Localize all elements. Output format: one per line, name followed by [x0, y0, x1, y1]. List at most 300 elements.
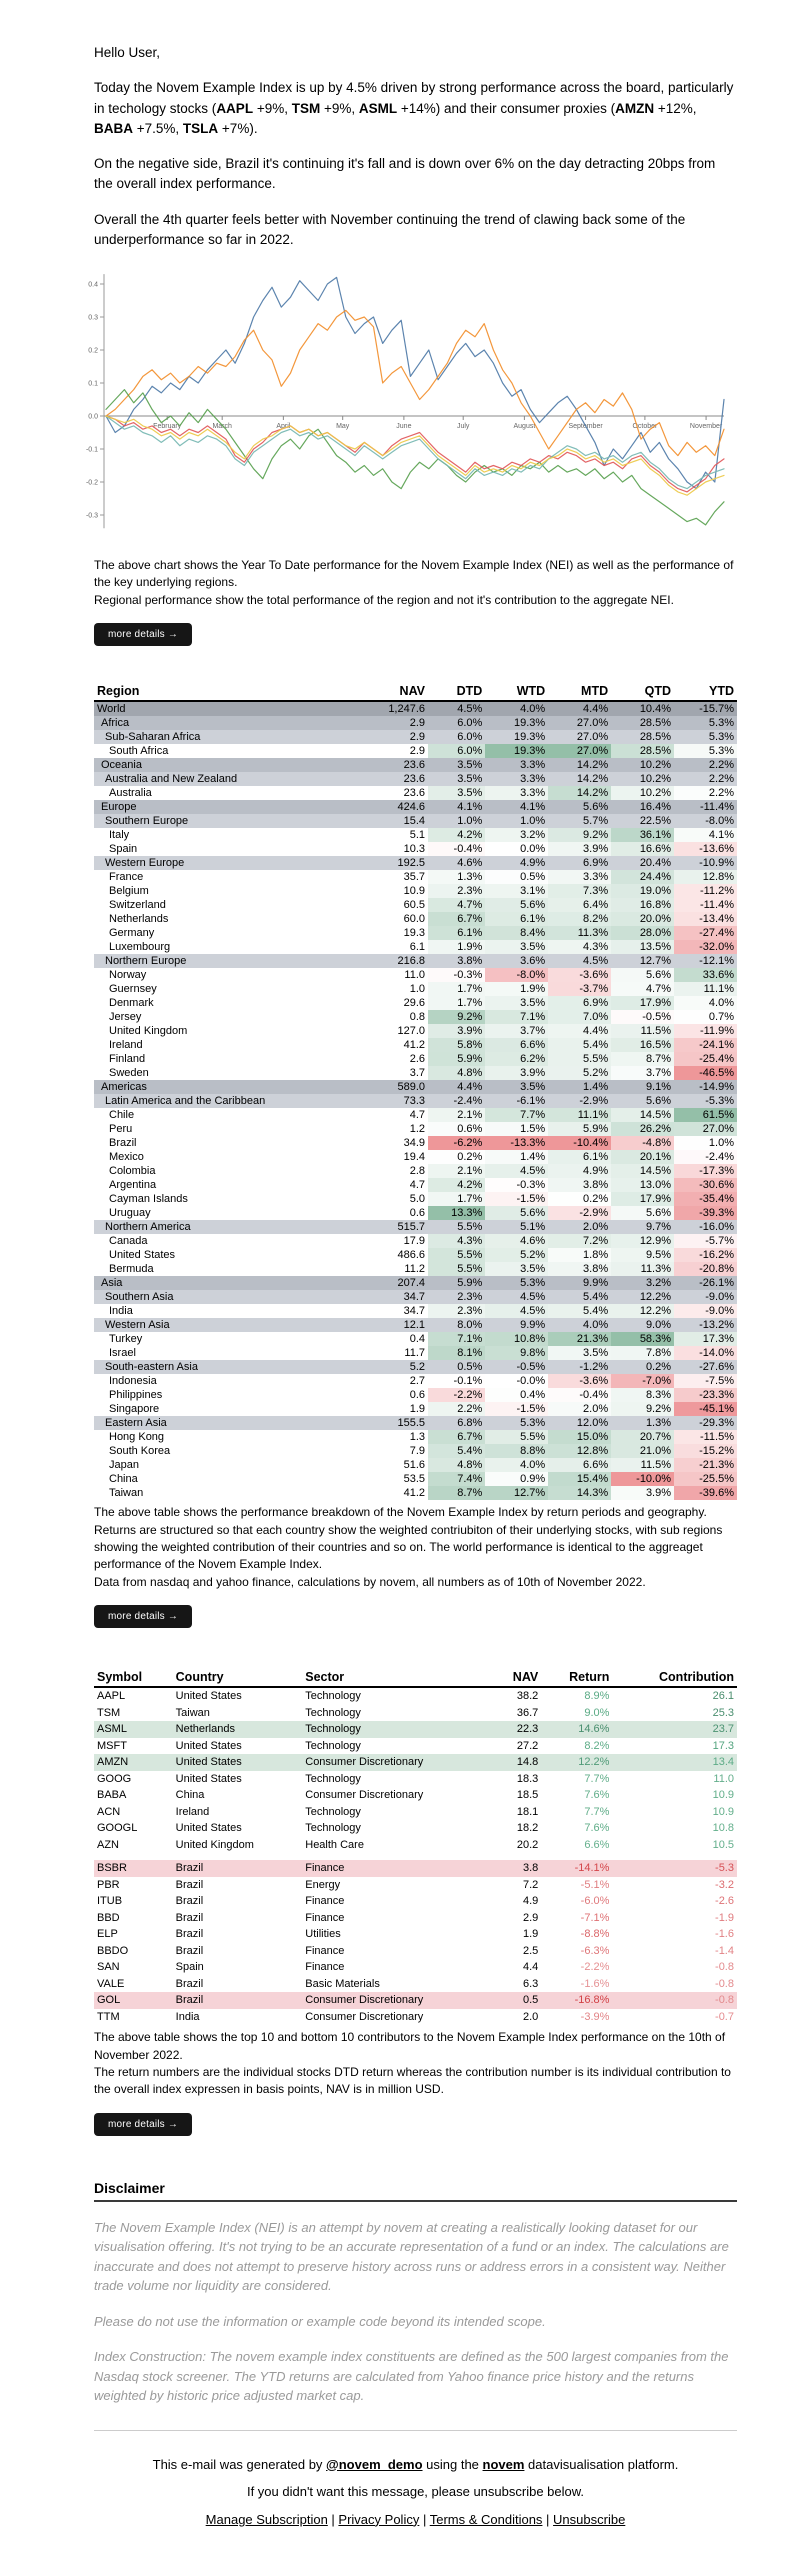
return-value: 3.6% — [485, 954, 548, 968]
return-value: 14.6% — [541, 1721, 612, 1738]
region-name: Southern Europe — [94, 814, 362, 828]
table-row — [94, 1248, 737, 1262]
country: Spain — [175, 1961, 204, 1974]
region-name: Philippines — [109, 1389, 163, 1402]
region-name: Cayman Islands — [109, 1193, 188, 1206]
contribution-value: -0.8 — [715, 1961, 734, 1974]
return-value: 12.8% — [674, 870, 737, 884]
table-row — [94, 1220, 737, 1234]
table-row — [94, 1458, 737, 1472]
return-value: 17.9% — [611, 996, 674, 1010]
caption-line: Data from nasdaq and yahoo finance, calculations by novem, all numbers as of 10th of November 2022. — [94, 1574, 646, 1589]
return-value: -5.1% — [580, 1878, 610, 1891]
table-row — [94, 982, 737, 996]
symbol: ELP — [97, 1928, 118, 1941]
region-name: Northern Europe — [94, 954, 362, 968]
country: Brazil — [175, 1928, 204, 1941]
nav-value: 1.9 — [522, 1928, 539, 1941]
footer-link[interactable]: novem — [482, 2456, 525, 2472]
caption-line: Regional performance show the total performance of the region and not it's contribution to the aggregate NEI. — [94, 592, 674, 607]
symbol: BBDO — [97, 1944, 129, 1957]
return-value: -26.1% — [674, 1276, 737, 1290]
region-name: Western Europe — [94, 856, 362, 870]
table-row — [94, 1360, 737, 1374]
return-value: 4.7% — [428, 898, 485, 912]
table-row — [94, 1721, 737, 1738]
svg-text:-0.2: -0.2 — [85, 479, 98, 487]
return-value: 5.9% — [548, 1122, 611, 1136]
table-row — [94, 1837, 737, 1854]
return-value: 5.6% — [611, 1094, 674, 1108]
return-value: 10.2% — [611, 786, 674, 800]
contribution-value: -5.3 — [612, 1860, 737, 1877]
nav-value: 23.6 — [403, 787, 426, 800]
country: United States — [175, 1822, 242, 1835]
region-name: Finland — [109, 1053, 146, 1066]
region-name: Brazil — [109, 1137, 137, 1150]
return-value: 13.0% — [611, 1178, 674, 1192]
return-value: 1.0% — [485, 814, 548, 828]
region-name: Denmark — [109, 997, 154, 1010]
return-value: -29.3% — [674, 1416, 737, 1430]
nav-value: 60.5 — [403, 899, 426, 912]
more-details-button[interactable]: more details → — [94, 2113, 192, 2136]
footer-unsubscribe-note: If you didn't want this message, please unsubscribe below. — [246, 2484, 585, 2500]
region-name: Western Asia — [94, 1318, 362, 1332]
svg-text:-0.3: -0.3 — [85, 512, 98, 520]
return-value: -27.4% — [674, 926, 737, 940]
table-row — [94, 1877, 737, 1894]
column-header: NAV — [362, 682, 428, 701]
country: Brazil — [175, 1911, 204, 1924]
region-name: Africa — [94, 716, 362, 730]
return-value: -2.9% — [548, 1094, 611, 1108]
nav-value: 192.5 — [362, 856, 428, 870]
svg-text:0.4: 0.4 — [88, 281, 98, 289]
return-value: 2.1% — [428, 1164, 485, 1178]
return-value: -0.5% — [485, 1360, 548, 1374]
return-value: 7.1% — [485, 1010, 548, 1024]
table-row — [94, 701, 737, 716]
chart-container — [74, 274, 737, 551]
return-value: 6.0% — [428, 716, 485, 730]
return-value: 10.8% — [485, 1332, 548, 1346]
nav-value: 51.6 — [403, 1459, 426, 1472]
region-name: Argentina — [109, 1179, 157, 1192]
return-value: -11.4% — [674, 800, 737, 814]
return-value: -1.6% — [580, 1977, 610, 1990]
return-value: 16.5% — [611, 1038, 674, 1052]
column-header: WTD — [485, 682, 548, 701]
table-row — [94, 1687, 737, 1705]
return-value: 0.6% — [428, 1122, 485, 1136]
return-value: 7.7% — [584, 1805, 610, 1818]
nav-value: 424.6 — [362, 800, 428, 814]
return-value: 10.4% — [611, 701, 674, 716]
return-value: -6.3% — [580, 1944, 610, 1957]
return-value: -3.6% — [548, 1374, 611, 1388]
return-value: -39.3% — [674, 1206, 737, 1220]
return-value: -0.4% — [548, 1388, 611, 1402]
return-value: 12.7% — [485, 1486, 548, 1500]
symbol: BBD — [97, 1911, 120, 1924]
return-value: 8.9% — [584, 1690, 610, 1703]
table-row — [94, 898, 737, 912]
return-value: 3.5% — [485, 940, 548, 954]
greeting: Hello User, — [94, 45, 161, 60]
return-value: 2.1% — [428, 1108, 485, 1122]
region-name: Mexico — [109, 1151, 144, 1164]
return-value: 0.5% — [520, 871, 546, 884]
return-value: 4.5% — [485, 1304, 548, 1318]
return-value: 11.3% — [611, 1262, 674, 1276]
return-value: 7.1% — [428, 1332, 485, 1346]
nav-value: 2.8 — [409, 1165, 426, 1178]
caption-line: Returns are structured so that each country show the weighted contriubiton of their underlying stocks, with sub regions showing the weighted contribution of their countries and so on. The world performance is identical to the aggreaget performance of the Novem Example Index. — [94, 1522, 723, 1572]
return-value: -2.9% — [548, 1206, 611, 1220]
return-value: 4.3% — [428, 1234, 485, 1248]
return-value: 5.6% — [611, 968, 674, 982]
region-name: Spain — [109, 843, 138, 856]
return-value: 5.8% — [428, 1038, 485, 1052]
return-value: -10.0% — [611, 1472, 674, 1486]
nav-value: 2.5 — [522, 1944, 539, 1957]
region-name: Uruguay — [109, 1207, 151, 1220]
more-details-button[interactable]: more details → — [94, 1605, 192, 1628]
return-value: 19.3% — [485, 744, 548, 758]
return-value: 7.7% — [584, 1772, 610, 1785]
sector: Finance — [305, 1961, 345, 1974]
nav-value: 29.6 — [403, 997, 426, 1010]
table-row — [94, 940, 737, 954]
sector: Basic Materials — [305, 1977, 380, 1990]
sector: Technology — [305, 1772, 361, 1785]
table-row — [94, 1094, 737, 1108]
return-value: 4.5% — [548, 954, 611, 968]
return-value: 4.4% — [548, 701, 611, 716]
region-performance-table — [94, 682, 737, 1500]
sector: Consumer Discretionary — [302, 1992, 493, 2009]
footer-link[interactable]: Unsubscribe — [553, 2511, 626, 2527]
return-value: -9.0% — [674, 1290, 737, 1304]
svg-text:March: March — [212, 423, 232, 430]
return-value: 4.4% — [548, 1024, 611, 1038]
region-name: United Kingdom — [109, 1025, 188, 1038]
return-value: 1.7% — [428, 1192, 485, 1206]
nav-value: 34.9 — [403, 1137, 426, 1150]
footer-link[interactable]: @novem_demo — [326, 2456, 423, 2472]
return-value: 16.4% — [611, 800, 674, 814]
svg-text:February: February — [153, 423, 182, 430]
return-value: 6.8% — [428, 1416, 485, 1430]
chart-caption — [94, 557, 737, 609]
contribution-value: -3.2 — [715, 1878, 734, 1891]
country: United Kingdom — [175, 1838, 254, 1851]
return-value: 2.2% — [708, 787, 734, 800]
nav-value: 53.5 — [403, 1473, 426, 1486]
region-name: Indonesia — [109, 1375, 157, 1388]
return-value: 9.2% — [548, 828, 611, 842]
table-row — [94, 1959, 737, 1976]
table-row — [94, 1234, 737, 1248]
intro-paragraph: Today the Novem Example Index is up by 4.5% driven by strong performance across the board, particularly in techology stocks (AAPL +9%, TSM +9%, ASML +14%) and their consumer proxies (AMZN +12%, BABA +7.5%, TSLA +7%). — [94, 80, 734, 136]
symbol: BSBR — [94, 1860, 173, 1877]
return-value: -5.3% — [674, 1094, 737, 1108]
return-value: 3.2% — [611, 1276, 674, 1290]
return-value: 11.5% — [611, 1458, 674, 1472]
contributors-table — [94, 1668, 737, 2025]
sector: Technology — [305, 1690, 361, 1703]
nav-value: 515.7 — [362, 1220, 428, 1234]
return-value: 9.2% — [611, 1402, 674, 1416]
return-value: 3.5% — [485, 1262, 548, 1276]
region-name: South Africa — [109, 745, 169, 758]
disclaimer-paragraphs — [94, 2218, 737, 2406]
return-value: 16.8% — [611, 898, 674, 912]
nav-value: 155.5 — [362, 1416, 428, 1430]
nav-value: 0.5 — [493, 1992, 541, 2009]
return-value: 5.5% — [428, 1220, 485, 1234]
return-value: 4.2% — [428, 1178, 485, 1192]
return-value: 6.9% — [548, 996, 611, 1010]
return-value: -1.5% — [485, 1402, 548, 1416]
nav-value: 34.7 — [403, 1305, 426, 1318]
return-value: -13.6% — [674, 842, 737, 856]
return-value: 12.8% — [548, 1444, 611, 1458]
table-row — [94, 1910, 737, 1927]
return-value: 28.5% — [611, 716, 674, 730]
table-row — [94, 1430, 737, 1444]
return-value: 6.1% — [428, 926, 485, 940]
footer-links: Manage Subscription | Privacy Policy | Terms & Conditions | Unsubscribe — [205, 2511, 626, 2527]
nav-value: 19.3 — [403, 927, 426, 940]
region-name: Turkey — [109, 1333, 143, 1346]
sector: Technology — [305, 1805, 361, 1818]
return-value: -6.0% — [580, 1895, 610, 1908]
table-row — [94, 968, 737, 982]
return-value: -45.1% — [674, 1402, 737, 1416]
nav-value: 60.0 — [403, 913, 426, 926]
return-value: 1.9% — [485, 982, 548, 996]
series-blue — [106, 277, 724, 488]
return-value: -39.6% — [674, 1486, 737, 1500]
nav-value: 35.7 — [403, 871, 426, 884]
return-value: 6.7% — [428, 912, 485, 926]
sector: Technology — [305, 1706, 361, 1719]
return-value: -13.2% — [674, 1318, 737, 1332]
svg-text:0.1: 0.1 — [88, 380, 98, 388]
return-value: 20.0% — [611, 912, 674, 926]
table-row — [94, 1374, 737, 1388]
sector: Finance — [305, 1944, 345, 1957]
table-row — [94, 1860, 737, 1877]
nav-value: 14.8 — [493, 1754, 541, 1771]
contribution-value: -1.6 — [715, 1928, 734, 1941]
return-value: 6.6% — [584, 1838, 610, 1851]
column-header: NAV — [493, 1668, 541, 1687]
nav-value: 1.9 — [409, 1403, 426, 1416]
return-value: -11.5% — [674, 1430, 737, 1444]
return-value: 6.2% — [485, 1052, 548, 1066]
return-value: -13.3% — [485, 1136, 548, 1150]
return-value: 8.3% — [611, 1388, 674, 1402]
return-value: 28.5% — [611, 744, 674, 758]
country: Brazil — [175, 1977, 204, 1990]
symbol: GOOGL — [97, 1822, 138, 1835]
nav-value: 10.9 — [403, 885, 426, 898]
region-name: Israel — [109, 1347, 136, 1360]
return-value: 20.4% — [611, 856, 674, 870]
svg-text:August: August — [513, 423, 536, 430]
nav-value: 11.7 — [404, 1347, 426, 1360]
return-value: 20.7% — [611, 1430, 674, 1444]
contributors-table-body — [94, 1687, 737, 2025]
table-row — [94, 1787, 737, 1804]
nav-value: 15.4 — [362, 814, 428, 828]
column-header: MTD — [548, 682, 611, 701]
more-details-button[interactable]: more details → — [94, 623, 192, 646]
nav-value: 1,247.6 — [362, 701, 428, 716]
return-value: 14.3% — [548, 1486, 611, 1500]
return-value: 26.2% — [611, 1122, 674, 1136]
return-value: 11.1% — [548, 1108, 611, 1122]
return-value: 5.3% — [674, 730, 737, 744]
return-value: -4.8% — [611, 1136, 674, 1150]
contributors-table-header — [94, 1668, 737, 1687]
return-value: 3.3% — [485, 786, 548, 800]
return-value: 7.0% — [548, 1010, 611, 1024]
return-value: 5.7% — [548, 814, 611, 828]
table-row — [94, 1820, 737, 1837]
return-value: 17.9% — [611, 1192, 674, 1206]
svg-text:July: July — [456, 423, 470, 430]
return-value: 12.2% — [541, 1754, 612, 1771]
return-value: 9.7% — [611, 1220, 674, 1234]
nav-value: 38.2 — [516, 1690, 539, 1703]
table-row — [94, 1262, 737, 1276]
region-name: Bermuda — [109, 1263, 154, 1276]
svg-text:October: October — [632, 423, 658, 430]
nav-value: 127.0 — [397, 1025, 426, 1038]
return-value: 0.7% — [708, 1011, 734, 1024]
nav-value: 2.9 — [409, 745, 426, 758]
return-value: -21.3% — [674, 1458, 737, 1472]
country: Brazil — [175, 1895, 204, 1908]
disclaimer-section — [94, 2180, 737, 2406]
region-name: Latin America and the Caribbean — [94, 1094, 362, 1108]
svg-text:April: April — [276, 423, 291, 430]
return-value: 28.5% — [611, 730, 674, 744]
disclaimer-paragraph: Please do not use the information or example code beyond its intended scope. — [94, 2313, 546, 2329]
return-value: 4.0% — [674, 996, 737, 1010]
table-row — [94, 1402, 737, 1416]
table-row — [94, 870, 737, 884]
return-value: -8.8% — [580, 1928, 610, 1941]
return-value: 6.9% — [548, 856, 611, 870]
return-value: 7.8% — [611, 1346, 674, 1360]
nav-value: 4.7 — [409, 1179, 426, 1192]
region-name: Sweden — [109, 1067, 149, 1080]
return-value: 5.5% — [548, 1052, 611, 1066]
footer-link[interactable]: Terms & Conditions — [429, 2511, 543, 2527]
symbol: TTM — [97, 2010, 120, 2023]
table-row — [94, 842, 737, 856]
sector: Energy — [305, 1878, 341, 1891]
return-value: -46.5% — [674, 1066, 737, 1080]
caption-line: The above chart shows the Year To Date performance for the Novem Example Index (NEI) as well as the performance of the key underlying regions. — [94, 558, 734, 590]
svg-text:0.0: 0.0 — [88, 413, 98, 421]
return-value: -2.4% — [674, 1150, 737, 1164]
region-name: Italy — [109, 829, 130, 842]
return-value: 2.3% — [428, 1304, 485, 1318]
return-value: -16.2% — [674, 1248, 737, 1262]
table-row — [94, 772, 737, 786]
return-value: 4.5% — [428, 701, 485, 716]
nav-value: 4.7 — [409, 1109, 426, 1122]
return-value: -3.9% — [580, 2010, 610, 2023]
nav-value: 2.9 — [362, 716, 428, 730]
table-row — [94, 1206, 737, 1220]
return-value: -16.8% — [541, 1992, 612, 2009]
region-name: Germany — [109, 927, 155, 940]
nav-value: 23.6 — [362, 758, 428, 772]
return-value: -8.0% — [485, 968, 548, 982]
sector: Consumer Discretionary — [302, 1754, 493, 1771]
return-value: 9.5% — [611, 1248, 674, 1262]
return-value: 1.7% — [428, 982, 485, 996]
region-name: United States — [109, 1249, 176, 1262]
region-name: Australia and New Zealand — [94, 772, 362, 786]
return-value: 8.1% — [428, 1346, 485, 1360]
nav-value: 1.0 — [409, 983, 426, 996]
return-value: -25.4% — [674, 1052, 737, 1066]
return-value: -8.0% — [674, 814, 737, 828]
ytd-performance-chart — [74, 274, 734, 546]
column-header: Country — [173, 1668, 303, 1687]
contribution-value: 10.8 — [712, 1822, 734, 1835]
return-value: 2.3% — [428, 884, 485, 898]
region-name: Chile — [109, 1109, 135, 1122]
return-value: 11.5% — [611, 1024, 674, 1038]
return-value: 1.4% — [485, 1150, 548, 1164]
return-value: 4.1% — [428, 800, 485, 814]
table-row — [94, 1992, 737, 2009]
symbol: VALE — [97, 1977, 125, 1990]
region-name: Singapore — [109, 1403, 160, 1416]
country: United States — [175, 1690, 242, 1703]
contribution-value: 13.4 — [612, 1754, 737, 1771]
return-value: 19.3% — [485, 730, 548, 744]
nav-value: 23.6 — [362, 772, 428, 786]
return-value: 3.3% — [485, 758, 548, 772]
return-value: 16.6% — [611, 842, 674, 856]
return-value: -2.2% — [428, 1388, 485, 1402]
footer-link[interactable]: Manage Subscription — [205, 2511, 328, 2527]
nav-value: 0.6 — [409, 1207, 426, 1220]
return-value: 27.0% — [548, 744, 611, 758]
contribution-value: -1.9 — [715, 1911, 734, 1924]
column-header: DTD — [428, 682, 485, 701]
country: United States — [175, 1772, 242, 1785]
table-row — [94, 884, 737, 898]
country: Brazil — [175, 1944, 204, 1957]
nav-value: 216.8 — [362, 954, 428, 968]
sector: Consumer Discretionary — [305, 2010, 424, 2023]
svg-text:September: September — [568, 423, 603, 430]
return-value: 4.9% — [485, 856, 548, 870]
footer-link[interactable]: Privacy Policy — [338, 2511, 420, 2527]
return-value: -0.1% — [453, 1375, 483, 1388]
